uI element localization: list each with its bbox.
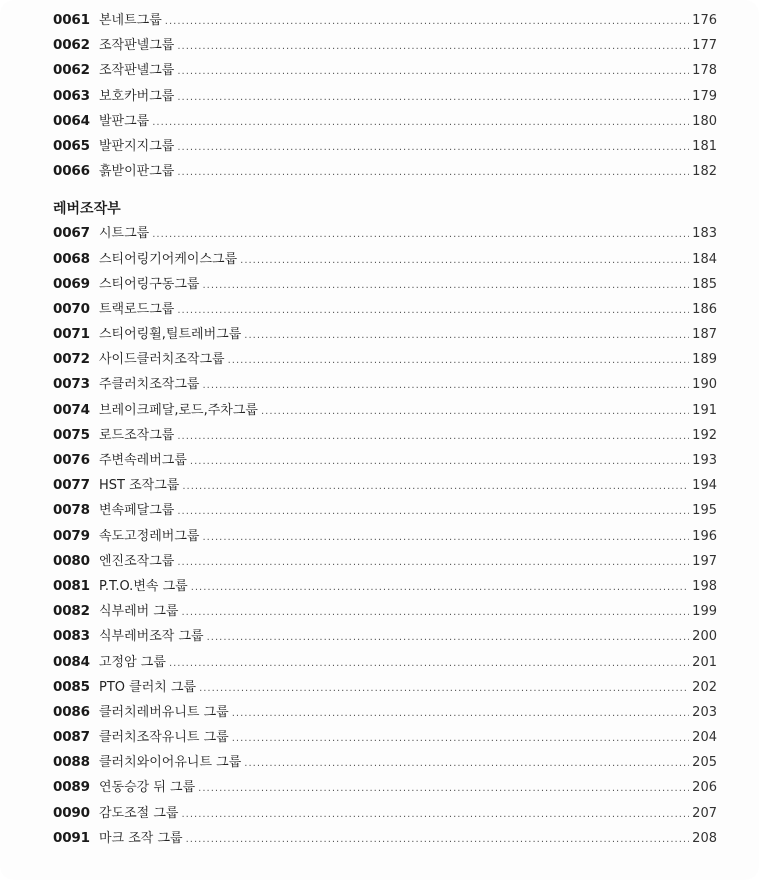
toc-entry[interactable]	[53, 423, 717, 448]
entry-page-number: 190	[692, 377, 717, 393]
toc-entry[interactable]	[53, 524, 717, 549]
entry-number: 0075	[53, 426, 90, 443]
entry-title: 로드조작그룹	[99, 427, 175, 443]
dot-leader	[244, 323, 689, 348]
table-of-contents	[53, 8, 717, 851]
dot-leader	[165, 9, 689, 34]
entry-title: 클러치와이어유니트 그룹	[99, 755, 242, 771]
entry-number: 0065	[53, 137, 90, 154]
toc-entry[interactable]	[53, 159, 717, 184]
dot-leader	[199, 676, 689, 701]
dot-leader	[202, 373, 689, 398]
toc-entry[interactable]	[53, 58, 717, 83]
toc-entry[interactable]	[53, 347, 717, 372]
entry-number: 0070	[53, 300, 90, 317]
entry-page-number: 192	[692, 427, 717, 443]
entry-title: PTO 클러치 그룹	[99, 679, 197, 695]
toc-entry[interactable]	[53, 372, 717, 397]
dot-leader	[177, 34, 689, 59]
entry-number: 0072	[53, 351, 90, 368]
toc-entry[interactable]	[53, 750, 717, 775]
entry-title: 스티어링기어케이스그룹	[99, 251, 238, 267]
entry-title: 식부레버 그룹	[99, 604, 179, 620]
entry-page-number: 194	[692, 478, 717, 494]
entry-title: 본네트그룹	[99, 13, 162, 28]
entry-number: 0074	[53, 401, 90, 418]
entry-page-number: 184	[692, 251, 717, 267]
entry-number: 0080	[53, 552, 90, 569]
entry-number: 0085	[53, 678, 90, 695]
entry-title: 주클러치조작그룹	[99, 377, 200, 393]
entry-number: 0069	[53, 275, 90, 292]
entry-page-number: 181	[692, 138, 717, 154]
entry-number: 0079	[53, 527, 90, 544]
toc-entry[interactable]	[53, 84, 717, 109]
dot-leader	[152, 222, 689, 247]
entry-number: 0083	[53, 628, 90, 645]
entry-number: 0078	[53, 502, 90, 519]
entry-number: 0084	[53, 653, 90, 670]
entry-page-number: 186	[692, 301, 717, 317]
toc-entry[interactable]	[53, 650, 717, 675]
dot-leader	[181, 600, 689, 625]
toc-entry[interactable]	[53, 675, 717, 700]
entry-page-number: 187	[692, 327, 717, 343]
entry-title: 속도고정레버그룹	[99, 528, 200, 544]
dot-leader	[228, 348, 690, 373]
toc-entry[interactable]	[53, 725, 717, 750]
dot-leader	[182, 474, 689, 499]
toc-entry[interactable]	[53, 624, 717, 649]
dot-leader	[191, 575, 689, 600]
entry-number: 0087	[53, 729, 90, 746]
toc-entry[interactable]	[53, 448, 717, 473]
entry-page-number: 197	[692, 553, 717, 569]
toc-entry[interactable]	[53, 398, 717, 423]
entry-number: 0061	[53, 12, 90, 28]
dot-leader	[177, 298, 689, 323]
entry-title: 발판그룹	[99, 113, 150, 129]
entry-page-number: 199	[692, 604, 717, 620]
entry-page-number: 206	[692, 780, 717, 796]
entry-number: 0063	[53, 87, 90, 104]
toc-entry[interactable]	[53, 549, 717, 574]
entry-title: 고정암 그룹	[99, 654, 166, 670]
toc-entry[interactable]	[53, 599, 717, 624]
entry-page-number: 193	[692, 453, 717, 468]
entry-title: 클러치레버유니트 그룹	[99, 704, 229, 720]
entry-title: 발판지지그룹	[99, 138, 175, 154]
entry-page-number: 183	[692, 226, 717, 242]
entry-title: 마크 조작 그룹	[99, 830, 183, 846]
toc-entry[interactable]	[53, 700, 717, 725]
dot-leader	[152, 110, 689, 135]
dot-leader	[177, 160, 689, 185]
entry-number: 0071	[53, 326, 90, 343]
entry-page-number: 189	[692, 352, 717, 368]
toc-entry[interactable]	[53, 498, 717, 523]
entry-title: 변속페달그룹	[99, 503, 175, 519]
entry-number: 0089	[53, 779, 90, 796]
entry-page-number: 200	[692, 629, 717, 645]
toc-entry[interactable]	[53, 473, 717, 498]
entry-number: 0067	[53, 225, 90, 242]
dot-leader	[261, 399, 689, 424]
dot-leader	[244, 751, 689, 776]
dot-leader	[240, 248, 689, 273]
toc-entry[interactable]	[53, 247, 717, 272]
entry-number: 0086	[53, 703, 90, 720]
entry-title: 브레이크페달,로드,주차그룹	[99, 402, 258, 418]
entry-page-number: 177	[692, 38, 717, 54]
dot-leader	[177, 59, 689, 84]
entry-page-number: 205	[692, 755, 717, 771]
entry-page-number: 191	[692, 402, 717, 418]
entry-title: 주변속레버그룹	[99, 453, 187, 468]
toc-entry[interactable]	[53, 272, 717, 297]
entry-page-number: 179	[692, 88, 717, 104]
entry-title: HST 조작그룹	[99, 478, 180, 494]
entry-number: 0068	[53, 250, 90, 267]
dot-leader	[177, 499, 689, 524]
entry-page-number: 198	[692, 578, 717, 594]
entry-page-number: 208	[692, 830, 717, 846]
dot-leader	[169, 651, 689, 676]
dot-leader	[186, 827, 690, 852]
toc-entry[interactable]	[53, 826, 717, 851]
dot-leader	[198, 776, 689, 801]
entry-page-number: 180	[692, 113, 717, 129]
entry-title: 감도조절 그룹	[99, 805, 179, 821]
entry-title: 식부레버조작 그룹	[99, 629, 204, 645]
toc-entry[interactable]	[53, 8, 717, 33]
entry-number: 0066	[53, 163, 90, 180]
entry-page-number: 202	[692, 679, 717, 695]
entry-title: 연동승강 뒤 그룹	[99, 780, 196, 796]
entry-page-number: 203	[692, 704, 717, 720]
toc-entry[interactable]	[53, 775, 717, 800]
entry-page-number: 176	[692, 13, 717, 28]
entry-number: 0076	[53, 452, 90, 468]
entry-number: 0073	[53, 376, 90, 393]
entry-page-number: 196	[692, 528, 717, 544]
toc-entry[interactable]	[53, 297, 717, 322]
entry-number: 0088	[53, 754, 90, 771]
entry-number: 0062	[53, 37, 90, 54]
toc-entry[interactable]	[53, 322, 717, 347]
entry-title: 조작판넬그룹	[99, 63, 175, 79]
entry-number: 0081	[53, 577, 90, 594]
dot-leader	[202, 273, 689, 298]
entry-page-number: 201	[692, 654, 717, 670]
entry-page-number: 207	[692, 805, 717, 821]
entry-title: 스티어링구동그룹	[99, 276, 200, 292]
entry-title: 보호카버그룹	[99, 88, 175, 104]
dot-leader	[177, 85, 689, 110]
entry-number: 0077	[53, 477, 90, 494]
dot-leader	[190, 449, 689, 474]
entry-page-number: 185	[692, 276, 717, 292]
dot-leader	[232, 701, 689, 726]
dot-leader	[232, 726, 689, 751]
entry-title: 사이드클러치조작그룹	[99, 352, 225, 368]
entry-title: 조작판넬그룹	[99, 38, 175, 54]
entry-number: 0062	[53, 62, 90, 79]
dot-leader	[177, 135, 689, 160]
toc-entry[interactable]	[53, 801, 717, 826]
dot-leader	[177, 424, 689, 449]
entry-title: 엔진조작그룹	[99, 553, 175, 569]
entry-title: 스티어링휠,틸트레버그룹	[99, 327, 242, 343]
toc-entry[interactable]	[53, 33, 717, 58]
entry-page-number: 178	[692, 63, 717, 79]
entry-title: 클러치조작유니트 그룹	[99, 730, 229, 746]
toc-entry[interactable]	[53, 109, 717, 134]
entry-number: 0090	[53, 804, 90, 821]
toc-entry[interactable]	[53, 134, 717, 159]
entry-title: 트랙로드그룹	[99, 301, 175, 317]
dot-leader	[202, 525, 689, 550]
entry-page-number: 195	[692, 503, 717, 519]
toc-entry[interactable]	[53, 574, 717, 599]
entry-title: P.T.O.변속 그룹	[99, 578, 188, 594]
entry-title: 시트그룹	[99, 226, 150, 242]
dot-leader	[181, 802, 689, 827]
toc-entry[interactable]	[53, 221, 717, 246]
entry-number: 0091	[53, 829, 90, 846]
entry-page-number: 204	[692, 730, 717, 746]
entry-page-number: 182	[692, 164, 717, 180]
dot-leader	[207, 625, 690, 650]
entry-title: 흙받이판그룹	[99, 164, 175, 180]
entry-number: 0082	[53, 603, 90, 620]
entry-number: 0064	[53, 112, 90, 129]
dot-leader	[177, 550, 689, 575]
section-heading: 레버조작부	[53, 201, 121, 218]
